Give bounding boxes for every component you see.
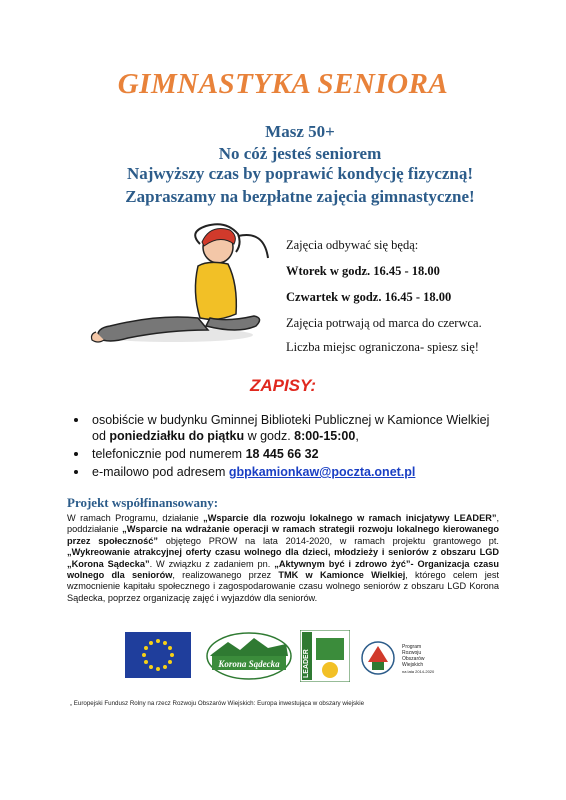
project-description [67,513,499,604]
project-text: , którego celem jest wzmocnienie kapitału społecznego i zagospodarowanie czasu wolnego seniorów z obszaru LGD Korona Sądecka, poprzez organizację zajęć i wyjazdów dla seniorów. [67,570,500,603]
prow-text: na lata 2014-2020 [402,669,435,674]
email-label: e-mailowo pod adresem [92,465,229,479]
phone-label: telefonicznie pod numerem [92,447,246,461]
prow-text: Wiejskich [402,662,424,668]
bullet-icon [74,418,78,422]
project-text: W ramach Programu, działanie [67,513,204,523]
signup-methods-list [82,412,502,482]
bullet-icon [74,452,78,456]
leader-label: LEADER [303,649,310,678]
prow-logo [360,634,440,680]
project-text: , poddziałanie [67,513,499,535]
intro-line-3: Najwyższy czas by poprawić kondycję fizyczną! [126,164,474,183]
intro-line-2: No cóż jesteś seniorem [218,144,382,163]
prow-text: Rozwoju [402,650,422,656]
days-text: poniedziałku do piątku [109,429,245,443]
list-item [82,446,502,462]
sponsor-logos [0,628,566,688]
hours-prefix: w godz. [244,429,295,443]
korona-label: Korona Sądecka [218,659,280,669]
intro-line-4: Zapraszamy na bezpłatne zajęcia gimnastyczne! [125,187,475,206]
comma: , [355,429,359,443]
project-emphasis: „Aktywnym być i zdrowo żyć”- Organizacja czasu wolnego dla seniorów [67,558,499,581]
hours-text: 8:00-15:00 [294,429,356,443]
prow-text: Obszarów [402,656,425,662]
intro-line-1: Masz 50+ [265,122,335,141]
korona-sadecka-logo [206,632,292,680]
bullet-icon [74,470,78,474]
project-text: . W związku z zadaniem pn. [149,558,275,569]
schedule-tuesday: Wtorek w godz. 16.45 - 18.00 [286,264,440,278]
in-person-text: osobiście w budynku Gminnej Biblioteki Publicznej w Kamionce Wielkiej od [92,413,490,443]
phone-number: 18 445 66 32 [245,447,319,461]
eu-flag-icon [125,632,191,678]
project-emphasis: „Wsparcie na wdrażanie operacji w ramach strategii rozwoju lokalnego kierowanego przez społeczność” [67,524,499,546]
poster-title: GIMNASTYKA SENIORA [117,68,449,100]
project-text: , realizowanego przez [172,570,279,581]
exercising-woman-illustration [88,222,274,354]
list-item [82,464,502,480]
project-emphasis: TMK w Kamionce Wielkiej [278,570,406,581]
prow-text: Program [402,644,422,650]
schedule-period: Zajęcia potrwają od marca do czerwca. [286,316,482,330]
schedule-intro: Zajęcia odbywać się będą: [286,238,419,252]
project-text: objętego PROW na lata 2014-2020, w ramach projektu grantowego pt. [157,535,499,546]
list-item [82,412,502,444]
signup-heading: ZAPISY: [249,376,317,395]
project-heading: Projekt współfinansowany: [67,495,219,510]
schedule-thursday: Czwartek w godz. 16.45 - 18.00 [286,290,452,304]
project-emphasis: „Wykreowanie atrakcyjnej oferty czasu wolnego dla dzieci, młodzieży i seniorów z obszaru LGD „Korona Sądecka” [67,547,499,569]
leader-logo [300,630,350,682]
footer-note: „ Europejski Fundusz Rolny na rzecz Rozwoju Obszarów Wiejskich: Europa inwestująca w obszary wiejskie [70,700,365,707]
email-link[interactable]: gbpkamionkaw@poczta.onet.pl [228,465,416,479]
project-emphasis: „Wsparcie dla rozwoju lokalnego w ramach inicjatywy LEADER” [203,513,497,523]
schedule-limited-places: Liczba miejsc ograniczona- spiesz się! [286,340,479,354]
